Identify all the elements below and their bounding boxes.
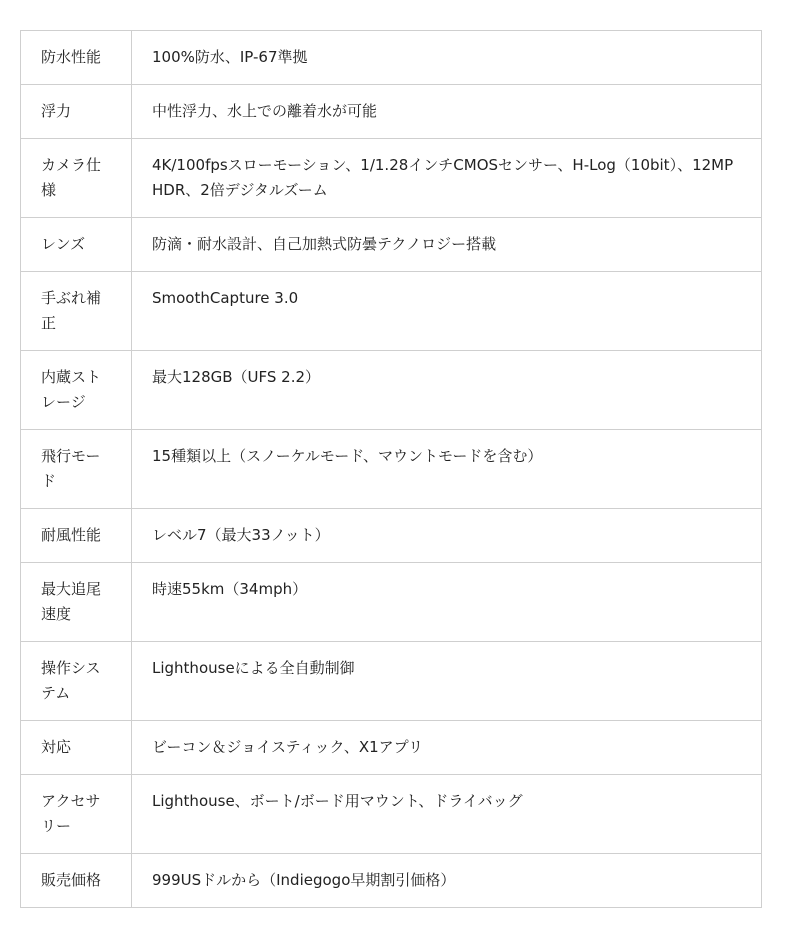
table-row bbox=[21, 31, 762, 85]
spec-label: 対応 bbox=[21, 721, 132, 775]
spec-label: アクセサリー bbox=[21, 775, 132, 854]
table-row bbox=[21, 563, 762, 642]
spec-label: 最大追尾速度 bbox=[21, 563, 132, 642]
table-row bbox=[21, 775, 762, 854]
spec-value: 100%防水、IP-67準拠 bbox=[132, 31, 762, 85]
spec-label: 内蔵ストレージ bbox=[21, 351, 132, 430]
table-row bbox=[21, 85, 762, 139]
spec-value: ビーコン＆ジョイスティック、X1アプリ bbox=[132, 721, 762, 775]
spec-value: 防滴・耐水設計、自己加熱式防曇テクノロジー搭載 bbox=[132, 218, 762, 272]
spec-label: 販売価格 bbox=[21, 854, 132, 908]
table-row bbox=[21, 139, 762, 218]
spec-value: 中性浮力、水上での離着水が可能 bbox=[132, 85, 762, 139]
spec-value: 4K/100fpsスローモーション、1/1.28インチCMOSセンサー、H-Log（10bit）、12MP HDR、2倍デジタルズーム bbox=[132, 139, 762, 218]
spec-label: 手ぶれ補正 bbox=[21, 272, 132, 351]
spec-value: SmoothCapture 3.0 bbox=[132, 272, 762, 351]
spec-value: 最大128GB（UFS 2.2） bbox=[132, 351, 762, 430]
table-row bbox=[21, 351, 762, 430]
spec-value: 15種類以上（スノーケルモード、マウントモードを含む） bbox=[132, 430, 762, 509]
spec-value: レベル7（最大33ノット） bbox=[132, 509, 762, 563]
spec-label: 浮力 bbox=[21, 85, 132, 139]
table-row bbox=[21, 430, 762, 509]
table-row bbox=[21, 854, 762, 908]
spec-value: 999USドルから（Indiegogo早期割引価格） bbox=[132, 854, 762, 908]
spec-label: 防水性能 bbox=[21, 31, 132, 85]
table-row bbox=[21, 642, 762, 721]
spec-label: レンズ bbox=[21, 218, 132, 272]
spec-label: 耐風性能 bbox=[21, 509, 132, 563]
spec-value: Lighthouse、ボート/ボード用マウント、ドライバッグ bbox=[132, 775, 762, 854]
table-row bbox=[21, 272, 762, 351]
table-row bbox=[21, 218, 762, 272]
spec-value: 時速55km（34mph） bbox=[132, 563, 762, 642]
spec-label: カメラ仕様 bbox=[21, 139, 132, 218]
spec-table bbox=[20, 30, 762, 908]
table-row bbox=[21, 509, 762, 563]
spec-label: 操作システム bbox=[21, 642, 132, 721]
spec-value: Lighthouseによる全自動制御 bbox=[132, 642, 762, 721]
table-row bbox=[21, 721, 762, 775]
spec-label: 飛行モード bbox=[21, 430, 132, 509]
